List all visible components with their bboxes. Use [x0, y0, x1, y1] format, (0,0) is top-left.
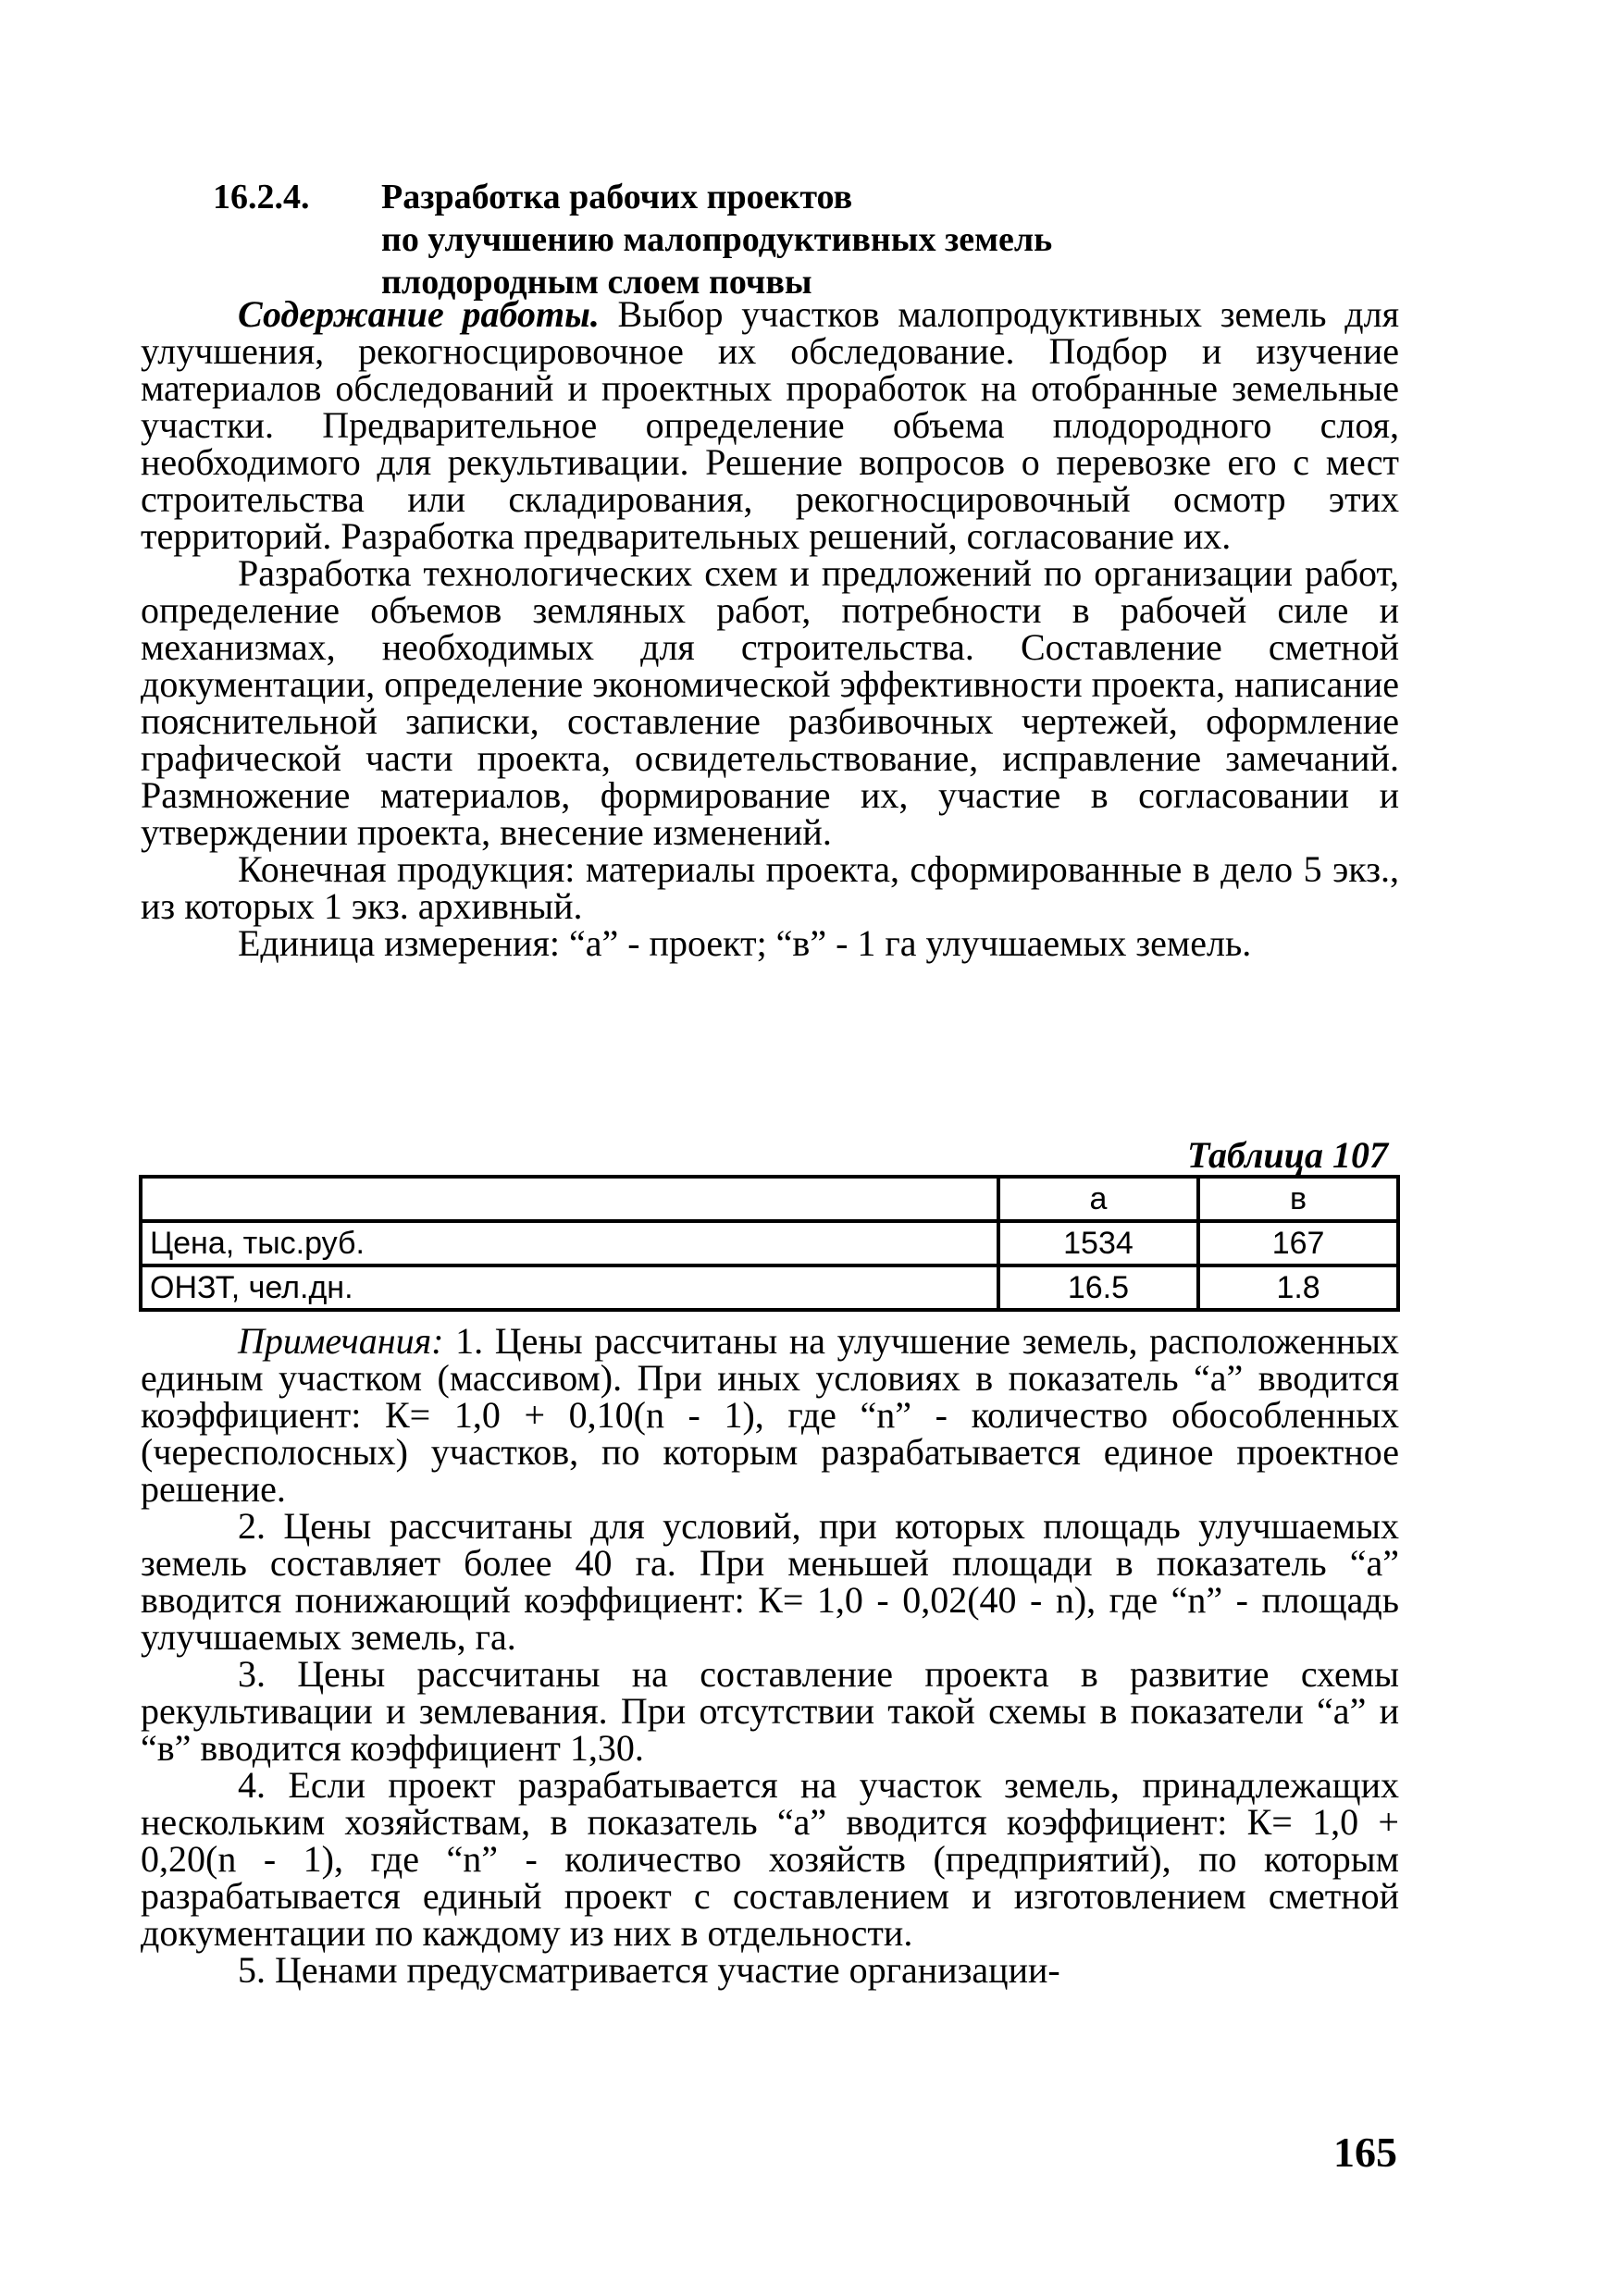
technology-paragraph: Разработка технологических схем и предложений по организации работ, определение объемов земляных работ, потребности в рабочей силе и механизмах, необходимых для строительства. Составление сметной документации, определение экономической эффективности проекта, написание пояснительной записки, составление разбивочных чертежей, оформление графической части проекта, освидетельствование, исправление замечаний. Размножение материалов, формирование их, участие в согласовании и утверждении проекта, внесение изменений.	[141, 552, 1399, 853]
note-1	[141, 1320, 1399, 1510]
section-heading	[213, 176, 1416, 303]
table-cell: ОНЗТ, чел.дн.	[141, 1265, 998, 1310]
table-header-cell: в	[1198, 1177, 1398, 1221]
section-title-line-2: по улучшению малопродуктивных земель	[381, 220, 1053, 259]
section-title-line-3: плодородным слоем почвы	[381, 263, 812, 302]
table-header-cell	[141, 1177, 998, 1221]
price-table	[139, 1175, 1400, 1312]
unit-paragraph: Единица измерения: “а” - проект; “в” - 1 га улучшаемых земель.	[238, 922, 1252, 964]
note-2: 2. Цены рассчитаны для условий, при которых площадь улучшаемых земель составляет более 40 га. При меньшей площади в показатель “а” вводится понижающий коэффициент: К= 1,0 - 0,02(40 - n), где “n” - площадь улучшаемых земель, га.	[141, 1505, 1399, 1658]
notes-label: Примечания:	[238, 1320, 444, 1362]
table-cell: 16.5	[998, 1265, 1198, 1310]
table-caption: Таблица 107	[1187, 1134, 1388, 1176]
final-product-paragraph: Конечная продукция: материалы проекта, сформированные в дело 5 экз., из которых 1 экз. архивный.	[141, 848, 1399, 927]
table-row	[141, 1265, 1398, 1310]
table-row	[141, 1221, 1398, 1265]
table-cell: 1.8	[1198, 1265, 1398, 1310]
notes-block	[141, 1320, 1399, 1991]
table-cell: Цена, тыс.руб.	[141, 1221, 998, 1265]
table-header-row	[141, 1177, 1398, 1221]
note-5: 5. Ценами предусматривается участие организации-	[238, 1949, 1060, 1991]
work-content-label: Содержание работы.	[238, 293, 600, 335]
table-cell: 167	[1198, 1221, 1398, 1265]
table-header-cell: а	[998, 1177, 1198, 1221]
note-4: 4. Если проект разрабатывается на участок земель, принадлежащих нескольким хозяйствам, в показатель “а” вводится коэффициент: К= 1,0 + 0,20(n - 1), где “n” - количество хозяйств (предприятий), по которым разрабатывается единый проект с составлением и изготовлением сметной документации по каждому из них в отдельности.	[141, 1764, 1399, 1954]
section-number: 16.2.4.	[213, 178, 310, 216]
work-content-block	[141, 293, 1399, 964]
work-content-text: Выбор участков малопродуктивных земель для улучшения, рекогносцировочное их обследование. Подбор и изучение материалов обследований и проектных проработок на отобранные земельные участки. Предварительное определение объема плодородного слоя, необходимого для рекультивации. Решение вопросов о перевозке его с мест строительства или складирования, рекогносцировочный осмотр этих территорий. Разработка предварительных решений, согласование их.	[141, 293, 1399, 557]
work-content-paragraph	[141, 293, 1399, 557]
note-3: 3. Цены рассчитаны на составление проекта в развитие схемы рекультивации и землевания. При отсутствии такой схемы в показатели “а” и “в” вводится коэффициент 1,30.	[141, 1653, 1399, 1769]
section-title-line-1: Разработка рабочих проектов	[381, 178, 853, 216]
note-1-text: 1. Цены рассчитаны на улучшение земель, расположенных единым участком (массивом). При иных условиях в показатель “а” вводится коэффициент: К= 1,0 + 0,10(n - 1), где “n” - количество обособленных (чересполосных) участков, по которым разрабатывается единое проектное решение.	[141, 1320, 1399, 1510]
table-cell: 1534	[998, 1221, 1198, 1265]
page-number: 165	[1333, 2129, 1397, 2176]
